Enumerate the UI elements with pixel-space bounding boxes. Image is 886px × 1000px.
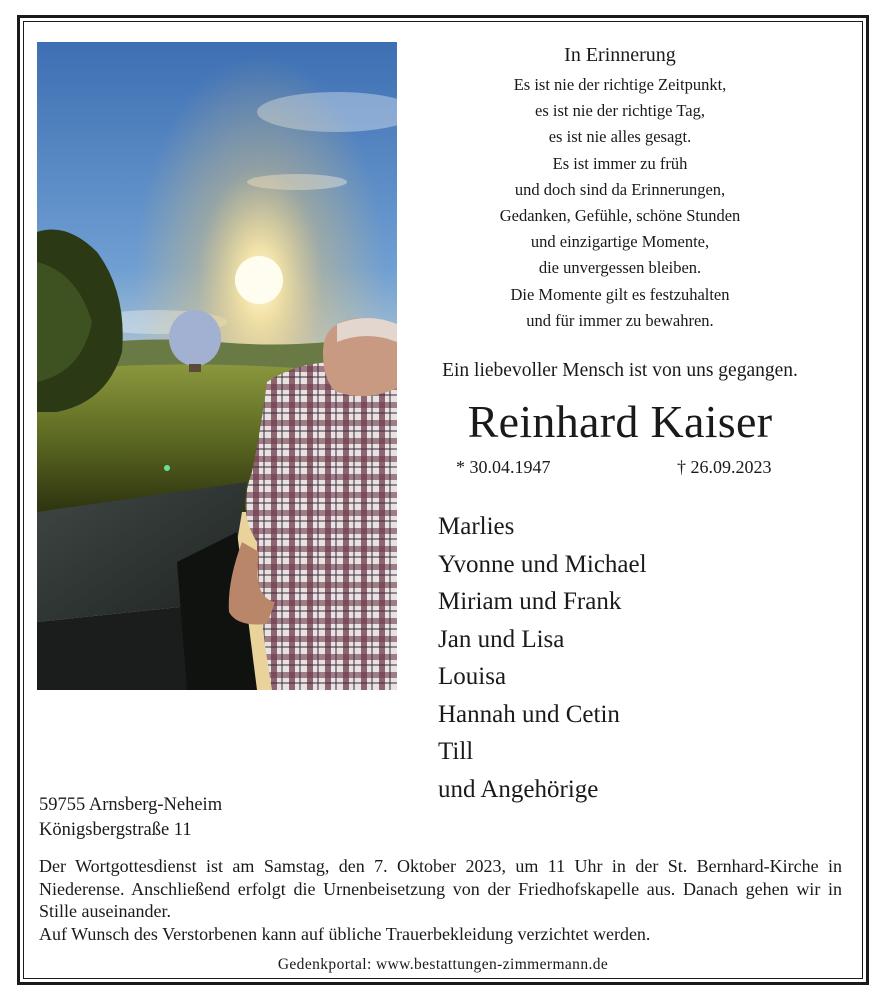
family-member: Hannah und Cetin bbox=[438, 700, 620, 728]
poem-line: und für immer zu bewahren. bbox=[526, 310, 714, 330]
address-street: Königsbergstraße 11 bbox=[39, 820, 192, 840]
poem bbox=[410, 42, 830, 334]
family-member: und Angehörige bbox=[438, 775, 599, 803]
poem-line: und doch sind da Erinnerungen, bbox=[514, 179, 726, 199]
family-member: Jan und Lisa bbox=[438, 625, 565, 653]
poem-line: und einzigartige Momente, bbox=[530, 232, 710, 252]
poem-line: es ist nie alles gesagt. bbox=[548, 127, 692, 147]
family-list bbox=[438, 508, 647, 808]
poem-line: die unvergessen bleiben. bbox=[538, 258, 702, 278]
deceased-name: Reinhard Kaiser bbox=[467, 396, 773, 447]
poem-title: In Erinnerung bbox=[564, 44, 676, 66]
poem-line: Die Momente gilt es festzuhalten bbox=[510, 284, 730, 304]
family-member: Yvonne und Michael bbox=[438, 550, 647, 578]
family-member: Marlies bbox=[438, 513, 515, 540]
birth-date: * 30.04.1947 bbox=[456, 457, 551, 477]
address bbox=[39, 793, 222, 843]
memorial-photo bbox=[37, 42, 397, 690]
service-notice bbox=[39, 855, 842, 945]
family-member: Till bbox=[438, 738, 474, 765]
poem-line: Es ist immer zu früh bbox=[552, 153, 688, 173]
service-details: Der Wortgottesdienst ist am Samstag, den 7. Oktober 2023, um 11 Uhr in der St. Bernhard-Kirche in Niederense. Anschließend erfolgt die Urnenbeisetzung von der Friedhofskapelle aus. Danach gehen wir in Stille auseinander. bbox=[39, 856, 842, 921]
poem-line: es ist nie der richtige Tag, bbox=[535, 101, 705, 121]
address-city: 59755 Arnsberg-Neheim bbox=[39, 795, 223, 815]
memorial-portal-link[interactable]: Gedenkportal: www.bestattungen-zimmermann.de bbox=[277, 956, 609, 973]
death-date: † 26.09.2023 bbox=[677, 457, 772, 477]
poem-line: Gedanken, Gefühle, schöne Stunden bbox=[499, 206, 741, 226]
family-member: Louisa bbox=[438, 663, 507, 690]
attire-note: Auf Wunsch des Verstorbenen kann auf übliche Trauerbekleidung verzichtet werden. bbox=[39, 923, 651, 944]
poem-line: Es ist nie der richtige Zeitpunkt, bbox=[513, 75, 727, 94]
intro-text: Ein liebevoller Mensch ist von uns gegangen. bbox=[442, 360, 798, 381]
family-member: Miriam und Frank bbox=[438, 588, 622, 615]
